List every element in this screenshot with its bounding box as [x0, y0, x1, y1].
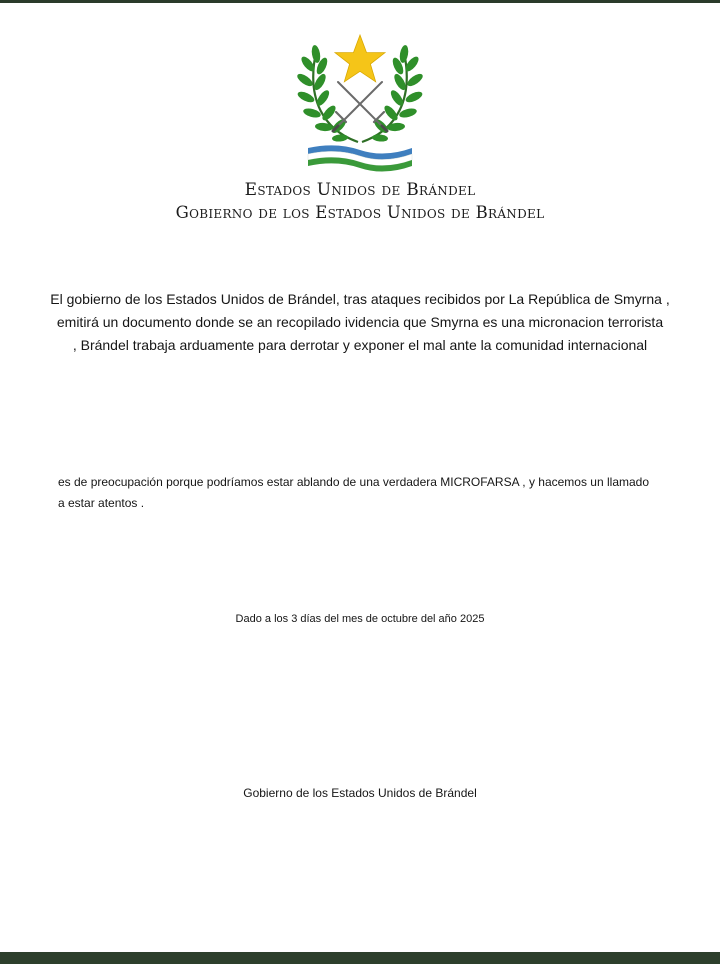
- date-line: Dado a los 3 días del mes de octubre del año 2025: [235, 613, 485, 625]
- intro-paragraph: [40, 288, 680, 357]
- top-border-bar: [0, 0, 720, 3]
- signature: Gobierno de los Estados Unidos de Brándel: [243, 786, 477, 800]
- concern-paragraph: [58, 472, 678, 514]
- star-icon: [335, 35, 385, 82]
- coat-of-arms-icon: [296, 30, 424, 175]
- concern-line: es de preocupación porque podríamos estar ablando de una verdadera MICROFARSA , y hacemos un llamado: [58, 475, 650, 489]
- concern-line: a estar atentos .: [58, 496, 145, 510]
- header-government-name: Gobierno de los Estados Unidos de Brándel: [175, 203, 545, 222]
- intro-line: emitirá un documento donde se an recopilado ividencia que Smyrna es una micronacion terrorista: [56, 314, 664, 330]
- intro-line: El gobierno de los Estados Unidos de Brándel, tras ataques recibidos por La República de Smyrna ,: [50, 291, 670, 307]
- flag-ribbon-icon: [308, 145, 412, 171]
- header-country-name: Estados Unidos de Brándel: [244, 180, 476, 200]
- bottom-border-bar: [0, 952, 720, 964]
- intro-line: , Brándel trabaja arduamente para derrotar y exponer el mal ante la comunidad internacional: [72, 337, 648, 353]
- crossed-swords-icon: [333, 82, 387, 131]
